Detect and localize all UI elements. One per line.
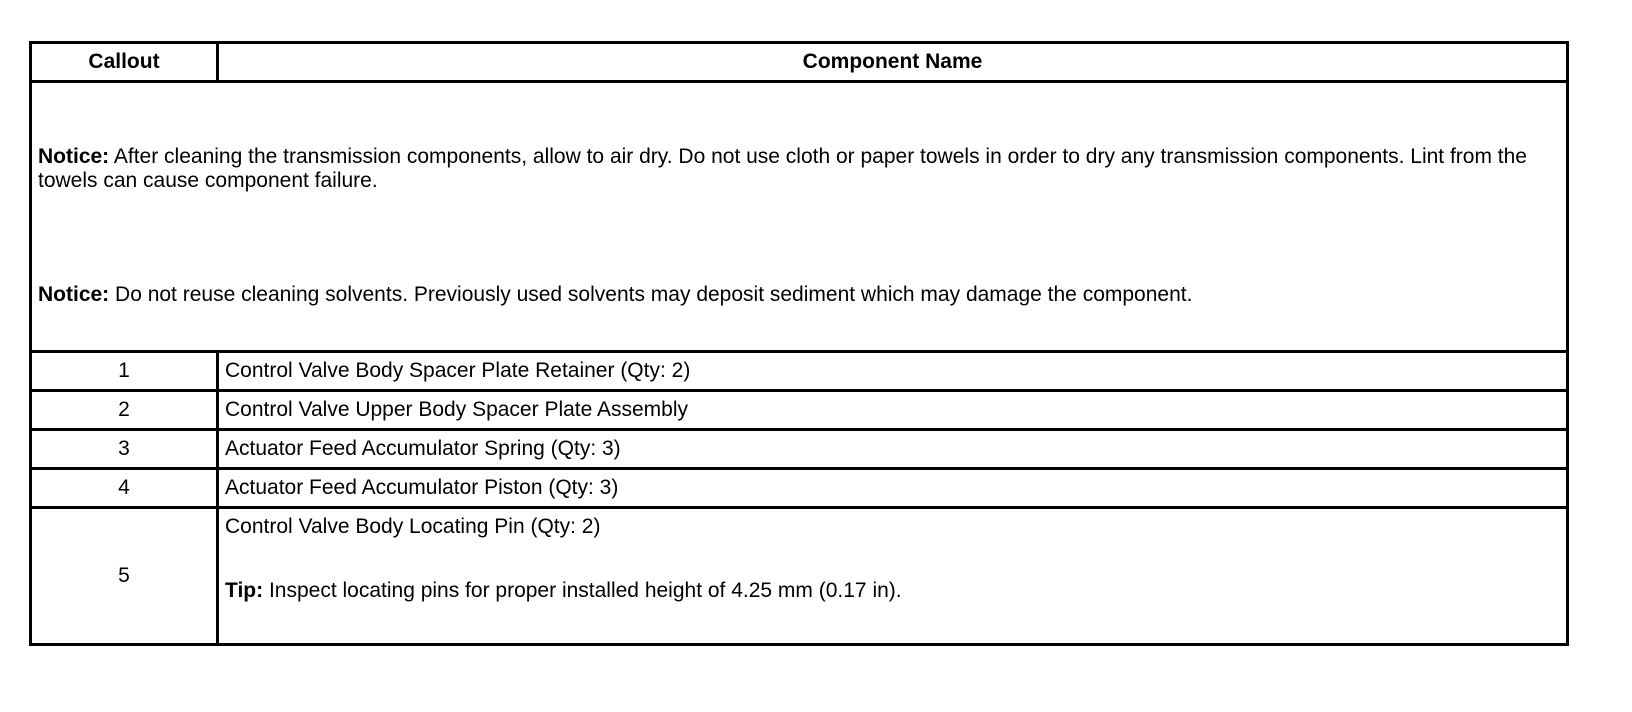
notices-row — [31, 82, 1568, 352]
callout-column-header: Callout — [31, 43, 218, 82]
notice — [38, 283, 1560, 307]
notices-cell — [31, 82, 1568, 352]
callout-number: 1 — [31, 352, 218, 391]
callout-number: 5 — [31, 508, 218, 645]
notice-label: Notice: — [38, 283, 110, 306]
tip — [225, 579, 1566, 603]
table-row — [31, 469, 1568, 508]
table-row — [31, 352, 1568, 391]
component-name: Control Valve Body Locating Pin (Qty: 2) — [225, 515, 601, 538]
component-name: Actuator Feed Accumulator Spring (Qty: 3) — [218, 430, 1568, 469]
callout-number: 3 — [31, 430, 218, 469]
tip-label: Tip: — [225, 579, 264, 602]
component-name-cell — [218, 508, 1568, 645]
table-row — [31, 430, 1568, 469]
callout-number: 2 — [31, 391, 218, 430]
callout-number: 4 — [31, 469, 218, 508]
component-name-column-header: Component Name — [218, 43, 1568, 82]
component-name: Control Valve Upper Body Spacer Plate Assembly — [218, 391, 1568, 430]
component-name: Actuator Feed Accumulator Piston (Qty: 3) — [218, 469, 1568, 508]
table-row — [31, 391, 1568, 430]
tip-text: Inspect locating pins for proper installed height of 4.25 mm (0.17 in). — [263, 579, 902, 602]
components-table — [29, 41, 1569, 646]
notice-label: Notice: — [38, 145, 110, 168]
notice-text: After cleaning the transmission components, allow to air dry. Do not use cloth or paper towels in order to dry any transmission components. Lint from the towels can cause component failure. — [38, 145, 1527, 192]
table-row — [31, 508, 1568, 645]
component-name: Control Valve Body Spacer Plate Retainer (Qty: 2) — [218, 352, 1568, 391]
notice — [38, 145, 1560, 193]
header-row — [31, 43, 1568, 82]
notice-text: Do not reuse cleaning solvents. Previously used solvents may deposit sediment which may damage the component. — [109, 283, 1193, 306]
